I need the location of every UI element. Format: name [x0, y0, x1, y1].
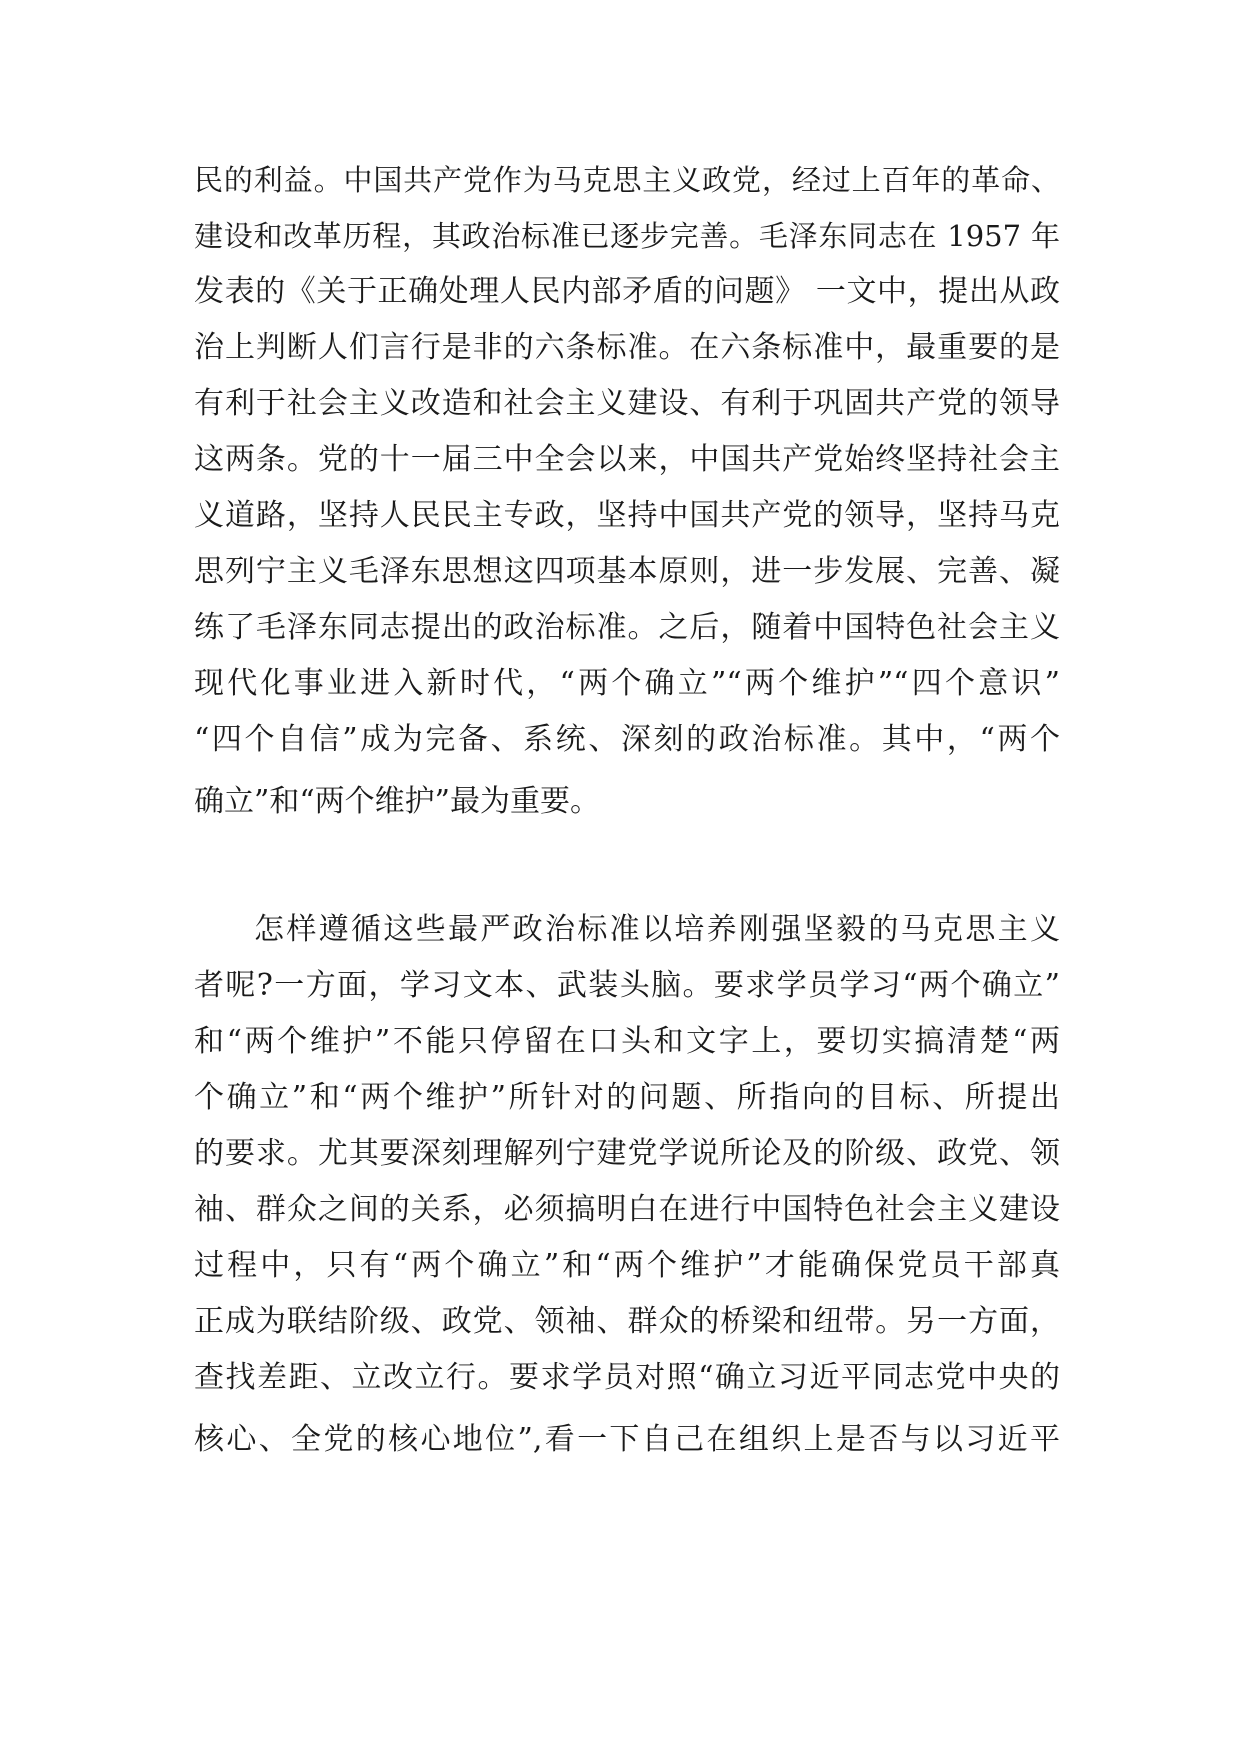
text-line: 查找差距、立改立行。要求学员对照“确立习近平同志党中央的 [194, 1360, 1060, 1395]
text-line: 有利于社会主义改造和社会主义建设、有利于巩固共产党的领导 [194, 386, 1060, 421]
text-line: 和“两个维护”不能只停留在口头和文字上，要切实搞清楚“两 [194, 1024, 1060, 1059]
text-line: 练了毛泽东同志提出的政治标准。之后，随着中国特色社会主义 [194, 610, 1060, 645]
text-line: 治上判断人们言行是非的六条标准。在六条标准中，最重要的是 [194, 330, 1060, 365]
text-line: 建设和改革历程，其政治标准已逐步完善。毛泽东同志在 1957 年 [194, 219, 1060, 253]
text-line: 民的利益。中国共产党作为马克思主义政党，经过上百年的革命、 [194, 163, 1060, 197]
text-line: 过程中，只有“两个确立”和“两个维护”才能确保党员干部真 [194, 1248, 1060, 1283]
text-line: “四个自信”成为完备、系统、深刻的政治标准。其中，“两个 [194, 722, 1060, 757]
text-line: 思列宁主义毛泽东思想这四项基本原则，进一步发展、完善、凝 [194, 554, 1060, 589]
text-line: 的要求。尤其要深刻理解列宁建党学说所论及的阶级、政党、领 [194, 1136, 1060, 1171]
text-line: 这两条。党的十一届三中全会以来，中国共产党始终坚持社会主 [194, 442, 1060, 477]
text-line: 正成为联结阶级、政党、领袖、群众的桥梁和纽带。另一方面， [194, 1304, 1060, 1339]
text-line: 核心、全党的核心地位”,看一下自己在组织上是否与以习近平 [194, 1422, 1060, 1457]
text-line: 者呢?一方面，学习文本、武装头脑。要求学员学习“两个确立” [194, 968, 1060, 1003]
text-line: 怎样遵循这些最严政治标准以培养刚强坚毅的马克思主义 [254, 912, 1060, 947]
text-line: 义道路，坚持人民民主专政，坚持中国共产党的领导，坚持马克 [194, 498, 1060, 533]
text-line: 确立”和“两个维护”最为重要。 [194, 784, 601, 819]
text-line: 袖、群众之间的关系，必须搞明白在进行中国特色社会主义建设 [194, 1192, 1060, 1227]
text-line: 现代化事业进入新时代，“两个确立”“两个维护”“四个意识” [194, 666, 1060, 701]
text-line: 个确立”和“两个维护”所针对的问题、所指向的目标、所提出 [194, 1080, 1060, 1115]
text-line: 发表的《关于正确处理人民内部矛盾的问题》 一文中，提出从政 [194, 274, 1060, 309]
